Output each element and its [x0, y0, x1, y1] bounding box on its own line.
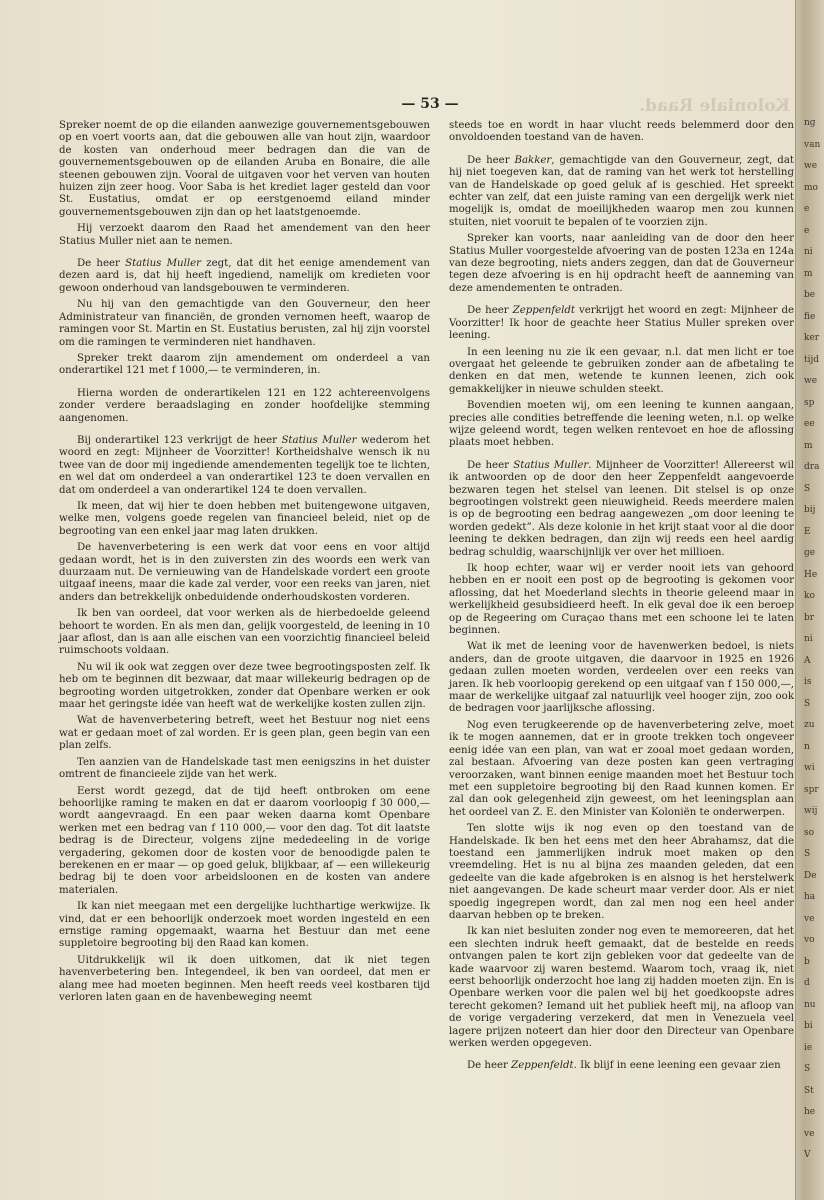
paragraph [59, 757, 430, 782]
paragraph-text: De havenverbetering is een werk dat voor eens en voor altijd gedaan wordt, het is in den zuiversten zin des woords een werk van duurzaam nut. De vernieuwing van de Handelskade vordert een groote uitgaaf ineens, maar die kade zal verder, voor een reeks van jaren, niet anders dan betrekkelijk onbeduidende onderhoudskosten vorderen. [59, 542, 430, 603]
paragraph-text: , gemachtigde van den Gouverneur, zegt, dat hij niet toegeven kan, dat de raming van het werk tot herstelling van de Handelskade op goed geluk af is geschied. Het spreekt echter van zelf, dat een juiste raming van een dergelijk werk niet mogelijk is, omdat de moeilijkheden waarop men zou kunnen stuiten, niet vooruit te bepalen of te voorzien zijn. [449, 154, 794, 228]
paragraph [59, 223, 430, 248]
gutter-fragment: ni [804, 247, 813, 257]
gutter-fragment: we [804, 161, 818, 171]
gutter-fragment: he [804, 1107, 816, 1117]
speaker-prefix: De heer [467, 459, 514, 471]
paragraph-text: Ik ben van oordeel, dat voor werken als de hierbedoelde geleend behoort te worden. En als men dan, gelijk voorgesteld, de leening in 10 jaar aflost, dan is aan alle eischen van een voorzichtig financieel beleid ruimschoots voldaan. [59, 608, 430, 657]
paragraph [59, 955, 430, 1005]
gutter-fragment: e [804, 225, 810, 236]
paragraph-text: Ten slotte wijs ik nog even op den toestand van de Handelskade. Ik ben het eens met den heer Abrahamsz, dat die toestand een jammerlijken indruk moet maken op den vreemdeling. Het is nu al bijna zes maanden geleden, dat een gedeelte van die kade afgebroken is en alsnog is het herstelwerk niet aangevangen. De kade scheurt maar verder door. Als er niet spoedig ingegrepen wordt, dan zal men nog een heel ander daarvan hebben op te breken. [449, 823, 794, 921]
gutter-fragment: so [804, 827, 815, 838]
left-column [59, 120, 430, 1008]
gutter-fragment: fie [804, 311, 816, 322]
speaker-name: Bakker [514, 154, 552, 166]
gutter-fragment: ha [804, 892, 816, 902]
paragraph [59, 299, 430, 349]
paragraph [449, 155, 794, 229]
paragraph-text: Hij verzoekt daarom den Raad het amendement van den heer Statius Muller niet aan te nemen. [59, 223, 430, 247]
paragraph [59, 901, 430, 951]
paragraph-text: Ik kan niet besluiten zonder nog even te memoreeren, dat het een slechten indruk heeft gemaakt, dat de bestelde en reeds ontvangen palen te kort zijn gebleken voor dat gedeelte van de kade waarvoor zij waren bestemd. Waarom toch, vraag ik, niet eerst behoorlijk onderzocht hoe lang zij hadden moeten zijn. En is Openbare werken voor die palen wel bij het goedkoopste adres terecht gekomen? Iemand uit het publiek heeft mij, na afloop van de vorige vergadering verzekerd, dat men in Venezuela veel lagere prijzen noteert dan hier door den Directeur van Openbare werken werden opgegeven. [449, 926, 794, 1050]
paragraph [449, 233, 794, 295]
gutter-fragment: we [804, 376, 818, 386]
bleed-through-heading: Koloniale Raad. [639, 96, 790, 116]
paragraph-text: Ik meen, dat wij hier te doen hebben met buitengewone uitgaven, welke men, volgens goede regelen van financieel beleid, niet op de begrooting van een enkel jaar mag laten drukken. [59, 500, 430, 537]
gutter-fragment: ve [804, 1128, 815, 1139]
gutter-fragment: m [804, 440, 813, 451]
gutter-fragment: br [804, 612, 815, 623]
paragraph-text: steeds toe en wordt in haar vlucht reeds belemmerd door den onvoldoenden toestand van de haven. [449, 120, 794, 144]
gutter-fragment: e [804, 204, 810, 214]
paragraph [59, 501, 430, 538]
speaker-name: Zeppenfeldt [512, 305, 576, 317]
speaker-prefix: De heer [467, 154, 515, 166]
right-column [449, 120, 794, 1077]
gutter-fragment: S [804, 483, 811, 494]
paragraph-text: Ik hoop echter, waar wij er verder nooit iets van gehoord hebben en er nooit een post op de begrooting is gekomen voor aflossing, dat het Moederland slechts in theorie geleend maar in werkelijkheid gesubsidieerd heeft. In elk geval doe ik een beroep op de Regeering om Curaçao thans met een schoone lei te laten beginnen. [449, 563, 794, 637]
paragraph [449, 347, 794, 397]
gutter-fragment: m [804, 268, 813, 279]
gutter-fragment: wi [804, 763, 815, 773]
speaker-name: Statius Muller [513, 459, 589, 471]
paragraph [59, 258, 430, 295]
gutter-fragment: nu [804, 999, 816, 1010]
gutter-fragment: ge [804, 548, 816, 558]
paragraph [449, 641, 794, 715]
paragraph [59, 542, 430, 604]
adjacent-page-gutter [795, 0, 824, 1200]
gutter-fragment: A [804, 655, 811, 666]
paragraph-text: Wat de havenverbetering betreft, weet het Bestuur nog niet eens wat er gedaan moet of zal worden. Er is geen plan, geen begin van een plan zelfs. [59, 715, 430, 752]
paragraph-text: Bovendien moeten wij, om een leening te kunnen aangaan, precies alle condities betreffende die leening weten, n.l. op welke wijze geleend wordt, tegen welken rentevoet en hoe de aflossing plaats moet hebben. [449, 400, 794, 449]
paragraph-text: wederom het woord en zegt: Mijnheer de Voorzitter! Kortheidshalve wensch ik nu twee van de door mij ingediende amendementen tegelijk toe te lichten, en wel dat om onderdeel a van onderartikel 123 te doen vervallen en dat om onderdeel a van onderartikel 124 te doen vervallen. [59, 434, 431, 496]
speaker-prefix: Bij onderartikel 123 verkrijgt de heer [77, 434, 282, 446]
gutter-fragment: S [804, 698, 811, 709]
paragraph-text: zegt, dat dit het eenige amendement van dezen aard is, dat hij heeft ingediend, namelijk om kredieten voor gewoon onderhoud van landsgebouwen te verminderen. [59, 258, 430, 294]
paragraph [449, 460, 794, 559]
gutter-fragment: zu [804, 720, 815, 730]
speaker-prefix: De heer [467, 1060, 512, 1072]
gutter-fragment: bij [804, 505, 816, 515]
paragraph [449, 120, 794, 145]
gutter-fragment: sp [804, 397, 815, 408]
speaker-name: Zeppenfeldt [511, 1060, 574, 1072]
paragraph [59, 435, 430, 497]
paragraph-text: Nu wil ik ook wat zeggen over deze twee begrootingsposten zelf. Ik heb om te beginnen dit bezwaar, dat maar willekeurig bedragen op de begrooting worden uitgetrokken, zonder dat Openbare werken er ook maar het geringste idée van heeft wat de werkelijke kosten zullen zijn. [59, 661, 430, 711]
gutter-fragment: d [804, 978, 810, 988]
gutter-fragment: ve [804, 913, 815, 924]
gutter-fragment: He [804, 569, 818, 580]
gutter-fragment: St [804, 1085, 814, 1096]
paragraph-text: verkrijgt het woord en zegt: Mijnheer de Voorzitter! Ik hoor de geachte heer Statius Muller spreken over leening. [449, 305, 794, 342]
paragraph [449, 823, 794, 922]
paragraph-text: Ik kan niet meegaan met een dergelijke luchthartige werkwijze. Ik vind, dat er een behoorlijk onderzoek moet worden ingesteld en een ernstige raming opgemaakt, waarna het Bestuur dan met eene suppletoire begrooting bij den Raad kan komen. [59, 901, 430, 950]
speaker-name: Statius Muller [281, 434, 357, 446]
gutter-fragment: wij [804, 806, 818, 816]
gutter-fragment: be [804, 290, 816, 300]
paragraph-text: Wat ik met de leening voor de havenwerken bedoel, is niets anders, dan de groote uitgaven, die daarvoor in 1925 en 1926 gedaan zullen moeten worden, verdeelen over een reeks van jaren. Ik heb voorloopig gerekend op een uitgaaf van f 150 000,—, maar de werkelijke uitgaaf zal natuurlijk veel hooger zijn, zoo ook de bedragen voor jaarlijksche aflossing. [449, 641, 794, 715]
paragraph-text: Hierna worden de onderartikelen 121 en 122 achtereenvolgens zonder verdere beraadslaging en zonder hoofdelijke stemming aangenomen. [59, 387, 430, 424]
paragraph-text: Spreker trekt daarom zijn amendement om onderdeel a van onderartikel 121 met f 1000,— te verminderen, in. [59, 352, 430, 377]
gutter-fragment: ie [804, 1042, 813, 1053]
paragraph [449, 563, 794, 637]
gutter-fragment: ko [804, 591, 815, 601]
gutter-fragment: ee [804, 419, 815, 429]
paragraph [59, 715, 430, 752]
gutter-fragment: dra [804, 462, 820, 472]
gutter-fragment: vo [804, 935, 815, 945]
paragraph [449, 1060, 794, 1072]
paragraph [449, 305, 794, 342]
paragraph [59, 120, 430, 219]
page-number: — 53 — [401, 96, 459, 112]
paragraph-text: Spreker noemt de op die eilanden aanwezige gouvernementsgebouwen op en voert voorts aan, dat die gebouwen alle van hout zijn, waardoor de kosten van onderhoud meer bedragen dan die van de gouvernementsgebouwen op de eilanden Aruba en Bonaire, die alle steenen gebouwen zijn. Vooral de uitgaven voor het verven van houten huizen zijn zeer hoog. Voor Saba is het krediet lager gesteld dan voor St. Eustatius, omdat er op eerstgenoemd eiland minder gouvernementsgebouwen zijn dan op het laatstgenoemde. [59, 120, 430, 218]
speaker-prefix: De heer [77, 258, 126, 270]
gutter-fragment: n [804, 741, 810, 752]
paragraph [59, 388, 430, 425]
gutter-fragment: V [804, 1150, 811, 1160]
gutter-fragment: ng [804, 118, 816, 128]
gutter-fragment: S [804, 1064, 811, 1074]
paragraph-text: Uitdrukkelijk wil ik doen uitkomen, dat ik niet tegen havenverbetering ben. Integendeel, ik ben van oordeel, dat men er alang mee had moeten beginnen. Men heeft reeds veel kostbaren tijd verloren laten gaan en de havenbeweging neemt [59, 954, 430, 1003]
gutter-fragment: ni [804, 634, 813, 644]
paragraph [59, 608, 430, 658]
paragraph [449, 720, 794, 819]
gutter-fragment: b [804, 956, 810, 967]
gutter-fragment: van [804, 139, 821, 150]
paragraph-text: Ten aanzien van de Handelskade tast men eenigszins in het duister omtrent de financieele zijde van het werk. [59, 756, 430, 781]
gutter-fragment: bi [804, 1021, 813, 1031]
paragraph [59, 353, 430, 378]
gutter-fragment: De [804, 870, 817, 881]
gutter-fragment: E [804, 526, 811, 537]
paragraph [59, 662, 430, 712]
paragraph-text: Nog even terugkeerende op de havenverbetering zelve, moet ik te mogen aannemen, dat er in groote trekken toch ongeveer eenig idée van een plan, van wat er zooal moet gedaan worden, zal bestaan. Afvoering van deze posten kan geen vertraging veroorzaken, want binnen eenige maanden moet het Bestuur toch met een suppletoire begrooting bij den Raad kunnen komen. Er zal dan ook gelegenheid zijn geweest, om het leeningsplan aan het oordeel van Z. E. den Minister van Koloniën te onderwerpen. [449, 719, 794, 818]
speaker-prefix: De heer [467, 305, 513, 317]
gutter-fragment: ker [804, 333, 820, 343]
paragraph [59, 786, 430, 898]
gutter-fragment: mo [804, 182, 818, 193]
paragraph-text: . Mijnheer de Voorzitter! Allereerst wil ik antwoorden op de door den heer Zeppenfeldt aangevoerde bezwaren tegen het stelsel van leenen. Dit stelsel is op onze begrootingen volstrekt geen nieuwigheid. Reeds meerdere malen is op de begrooting een bedrag aangewezen „om door leening te worden gedekt”. Als deze kolonie in het krijt staat voor al die door leening te dekken bedragen, dan zijn wij reeds een heel aardig bedrag schuldig, waarschijnlijk ver over het millioen. [449, 459, 794, 558]
gutter-fragment: is [804, 677, 812, 687]
paragraph-text: . Ik blijf in eene leening een gevaar zien [573, 1060, 781, 1072]
paragraph-text: Eerst wordt gezegd, dat de tijd heeft ontbroken om eene behoorlijke raming te maken en dat er daarom voorloopig f 30 000,— wordt aangevraagd. En een paar weken daarna komt Openbare werken met een bedrag van f 110 000,— voor den dag. Tot dit laatste bedrag is de Directeur, volgens zijne mededeeling in de vorige vergadering, gekomen door de kosten voor de benoodigde palen te berekenen en er maar — op goed geluk, blijkbaar, af — een willekeurig bedrag bij te doen voor arbeidsloonen en de kosten van andere materialen. [59, 785, 430, 896]
speaker-name: Statius Muller [125, 258, 202, 270]
gutter-fragment: S [804, 849, 811, 859]
paragraph-text: Spreker kan voorts, naar aanleiding van de door den heer Statius Muller voorgestelde afvoering van de posten 123a en 124a van deze begrooting, niets anders zeggen, dan dat de Gouverneur tegen deze afvoering is en hij opdracht heeft de aanneming van deze amendementen te ontraden. [449, 233, 794, 294]
paragraph-text: In een leening nu zie ik een gevaar, n.l. dat men licht er toe overgaat het geleende te gebruiken zonder aan de afbetaling te denken en dat men, wetende te kunnen leenen, zich ook gemakkelijker in nieuwe schulden steekt. [449, 346, 794, 395]
paragraph [449, 926, 794, 1050]
gutter-fragment: spr [804, 784, 819, 795]
gutter-fragment: tijd [804, 354, 820, 365]
paragraph [449, 400, 794, 450]
paragraph-text: Nu hij van den gemachtigde van den Gouverneur, den heer Administrateur van financiën, de gronden vernomen heeft, waarop de ramingen voor St. Martin en St. Eustatius berusten, zal hij zijn voorstel om die ramingen te verminderen niet handhaven. [59, 299, 430, 348]
